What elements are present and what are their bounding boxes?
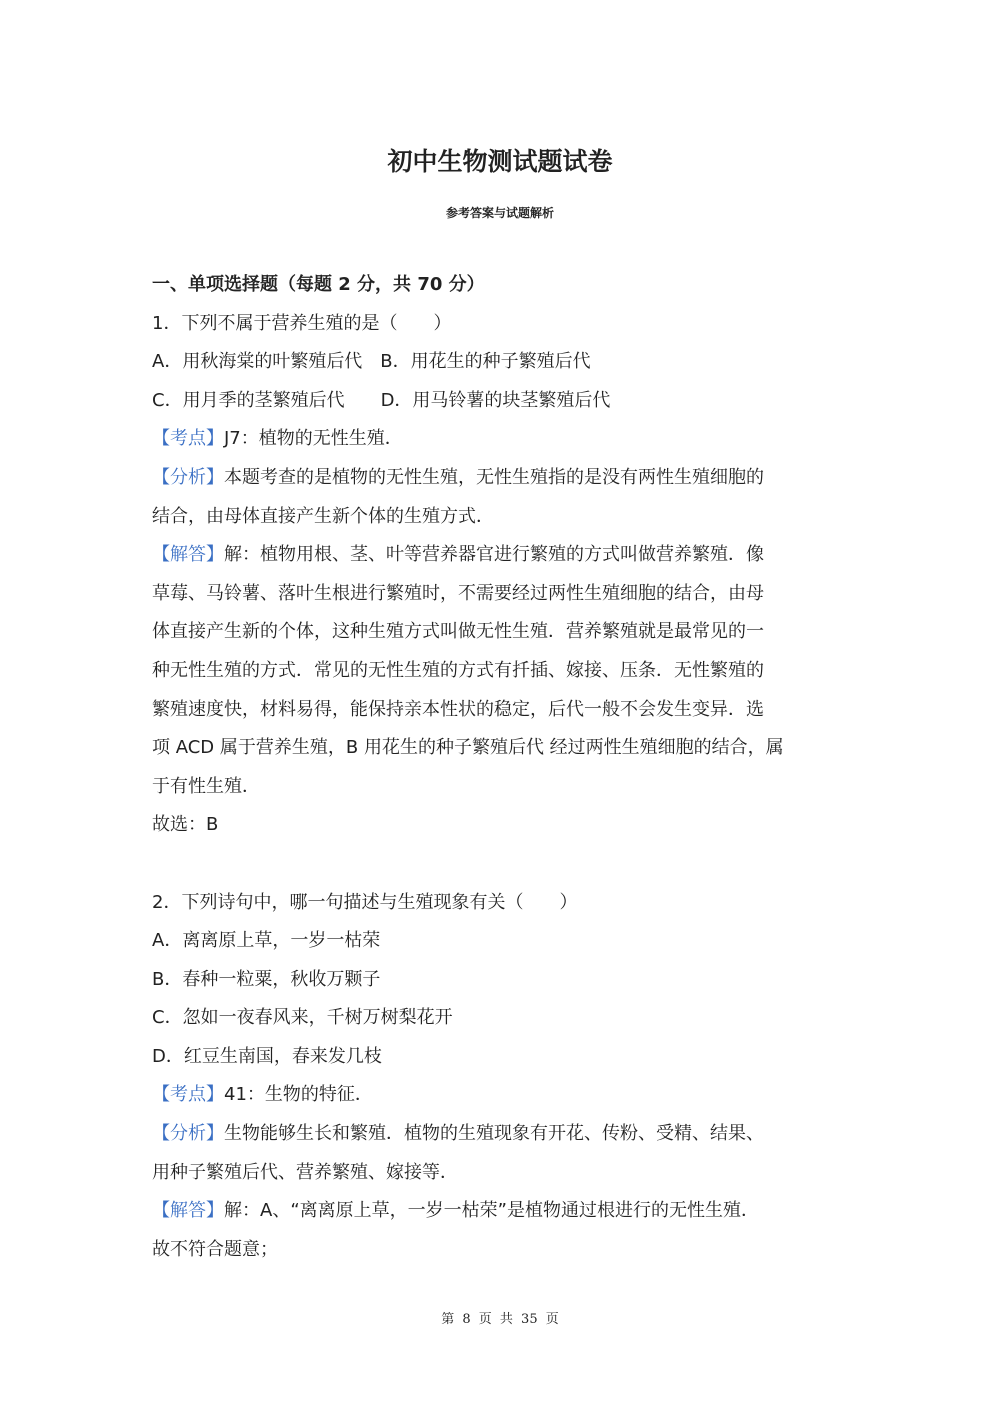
page-footer: 第 8 页 共 35 页 [441, 1312, 559, 1327]
fenxi-tag: 【分析】 [152, 466, 224, 488]
question-1-stem: 1．下列不属于营养生殖的是（ ） [152, 312, 452, 334]
kaodian-tag: 【考点】 [152, 1084, 224, 1106]
question-1-jieda [152, 536, 852, 575]
question-2-jieda [152, 1192, 852, 1231]
kaodian-tag: 【考点】 [152, 428, 224, 450]
fenxi-text: 生物能够生长和繁殖．植物的生殖现象有开花、传粉、受精、结果、 [224, 1123, 764, 1145]
question-1-fenxi [152, 459, 852, 498]
question-1-jieda-2: 草莓、马铃薯、落叶生根进行繁殖时，不需要经过两性生殖细胞的结合，由母 [152, 582, 764, 604]
question-2-fenxi-cont: 用种子繁殖后代、营养繁殖、嫁接等． [152, 1161, 458, 1183]
jieda-tag: 【解答】 [152, 1200, 224, 1222]
document-subtitle: 参考答案与试题解析 [445, 206, 554, 220]
question-1-fenxi-cont: 结合，由母体直接产生新个体的生殖方式． [152, 505, 494, 527]
jieda-tag: 【解答】 [152, 544, 224, 566]
document-body [152, 266, 852, 1269]
document-title: 初中生物测试题试卷 [387, 147, 613, 176]
question-2-stem: 2．下列诗句中，哪一句描述与生殖现象有关（ ） [152, 891, 578, 913]
question-1-options-ab: A．用秋海棠的叶繁殖后代 B．用花生的种子繁殖后代 [152, 351, 591, 373]
question-1-jieda-6: 项 ACD 属于营养生殖，B 用花生的种子繁殖后代 经过两性生殖细胞的结合，属 [152, 737, 784, 759]
question-1-jieda-5: 繁殖速度快，材料易得，能保持亲本性状的稳定，后代一般不会发生变异．选 [152, 698, 764, 720]
question-2-option-c: C．忽如一夜春风来，千树万树梨花开 [152, 1007, 453, 1029]
section-heading: 一、单项选择题（每题 2 分，共 70 分） [152, 274, 485, 295]
question-2-jieda-2: 故不符合题意； [152, 1238, 278, 1260]
question-1-options-cd: C．用月季的茎繁殖后代 D．用马铃薯的块茎繁殖后代 [152, 389, 611, 411]
spacer [152, 845, 852, 884]
question-1-jieda-3: 体直接产生新的个体，这种生殖方式叫做无性生殖．营养繁殖就是最常见的一 [152, 621, 764, 643]
question-2-fenxi [152, 1115, 852, 1154]
question-1-jieda-4: 种无性生殖的方式．常见的无性生殖的方式有扦插、嫁接、压条．无性繁殖的 [152, 659, 764, 681]
question-2-kaodian [152, 1076, 852, 1115]
question-2-option-a: A．离离原上草，一岁一枯荣 [152, 930, 381, 952]
kaodian-text: J7：植物的无性生殖． [224, 428, 403, 450]
jieda-text: 解：A、“离离原上草，一岁一枯荣”是植物通过根进行的无性生殖． [224, 1200, 759, 1222]
kaodian-text: 41：生物的特征． [224, 1084, 373, 1106]
jieda-text: 解：植物用根、茎、叶等营养器官进行繁殖的方式叫做营养繁殖．像 [224, 544, 764, 566]
question-1-answer: 故选：B [152, 814, 219, 836]
fenxi-text: 本题考查的是植物的无性生殖，无性生殖指的是没有两性生殖细胞的 [224, 466, 764, 488]
fenxi-tag: 【分析】 [152, 1123, 224, 1145]
question-1-kaodian [152, 420, 852, 459]
question-2-option-b: B．春种一粒粟，秋收万颗子 [152, 968, 381, 990]
question-2-option-d: D．红豆生南国，春来发几枝 [152, 1045, 382, 1067]
question-1-jieda-7: 于有性生殖． [152, 775, 260, 797]
